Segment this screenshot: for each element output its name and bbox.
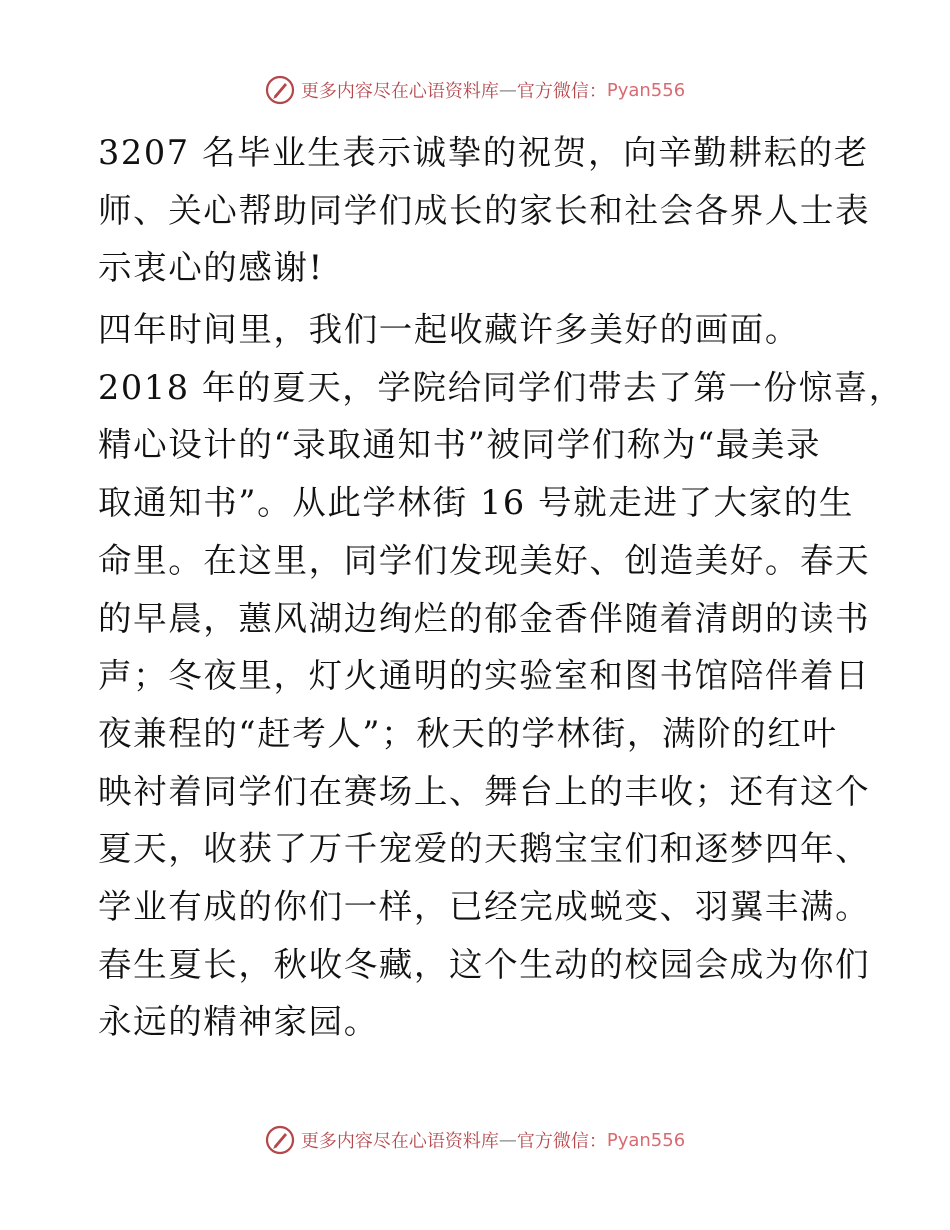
paragraph-1 <box>98 124 871 297</box>
text-line: 映衬着同学们在赛场上、舞台上的丰收；还有这个 <box>98 771 871 811</box>
text-line: 2018 年的夏天，学院给同学们带去了第一份惊喜， <box>98 367 904 407</box>
quill-logo-icon <box>265 75 295 105</box>
header-wechat-label: 官方微信： <box>516 81 607 102</box>
text-line: 四年时间里，我们一起收藏许多美好的画面。 <box>98 310 800 350</box>
text-line: 师、关心帮助同学们成长的家长和社会各界人士表 <box>98 190 871 230</box>
text-line: 3207 名毕业生表示诚挚的祝贺，向辛勤耕耘的老 <box>98 133 869 172</box>
text-line: 示衷心的感谢! <box>98 248 324 288</box>
footer-wechat-label: 官方微信： <box>516 1131 607 1152</box>
header-separator: — <box>498 79 517 101</box>
text-line: 的早晨，蕙风湖边绚烂的郁金香伴随着清朗的读书 <box>98 598 871 638</box>
document-body <box>98 124 904 1055</box>
text-line: 永远的精神家园。 <box>98 1002 379 1042</box>
header-wechat-id: Pyan556 <box>606 79 686 101</box>
paragraph-2 <box>98 301 904 1051</box>
text-line: 声；冬夜里，灯火通明的实验室和图书馆陪伴着日 <box>98 656 871 696</box>
text-line: 命里。在这里，同学们发现美好、创造美好。春天 <box>98 540 871 580</box>
text-line: 精心设计的“录取通知书”被同学们称为“最美录 <box>98 425 822 465</box>
footer-wechat-id: Pyan556 <box>606 1129 686 1151</box>
text-line: 夏天，收获了万千宠爱的天鹅宝宝们和逐梦四年、 <box>98 829 871 869</box>
text-line: 取通知书”。从此学林街 16 号就走进了大家的生 <box>98 483 854 523</box>
header-promo-text: 更多内容尽在心语资料库 <box>300 81 499 102</box>
text-line: 学业有成的你们一样，已经完成蜕变、羽翼丰满。 <box>98 886 871 926</box>
footer-separator: — <box>498 1129 517 1151</box>
text-line: 春生夏长，秋收冬藏，这个生动的校园会成为你们 <box>98 944 871 984</box>
quill-logo-icon <box>265 1125 295 1155</box>
header-banner <box>0 72 950 108</box>
text-line: 夜兼程的“赶考人”；秋天的学林街，满阶的红叶 <box>98 713 838 753</box>
footer-banner <box>0 1122 950 1158</box>
footer-promo-text: 更多内容尽在心语资料库 <box>300 1131 499 1152</box>
